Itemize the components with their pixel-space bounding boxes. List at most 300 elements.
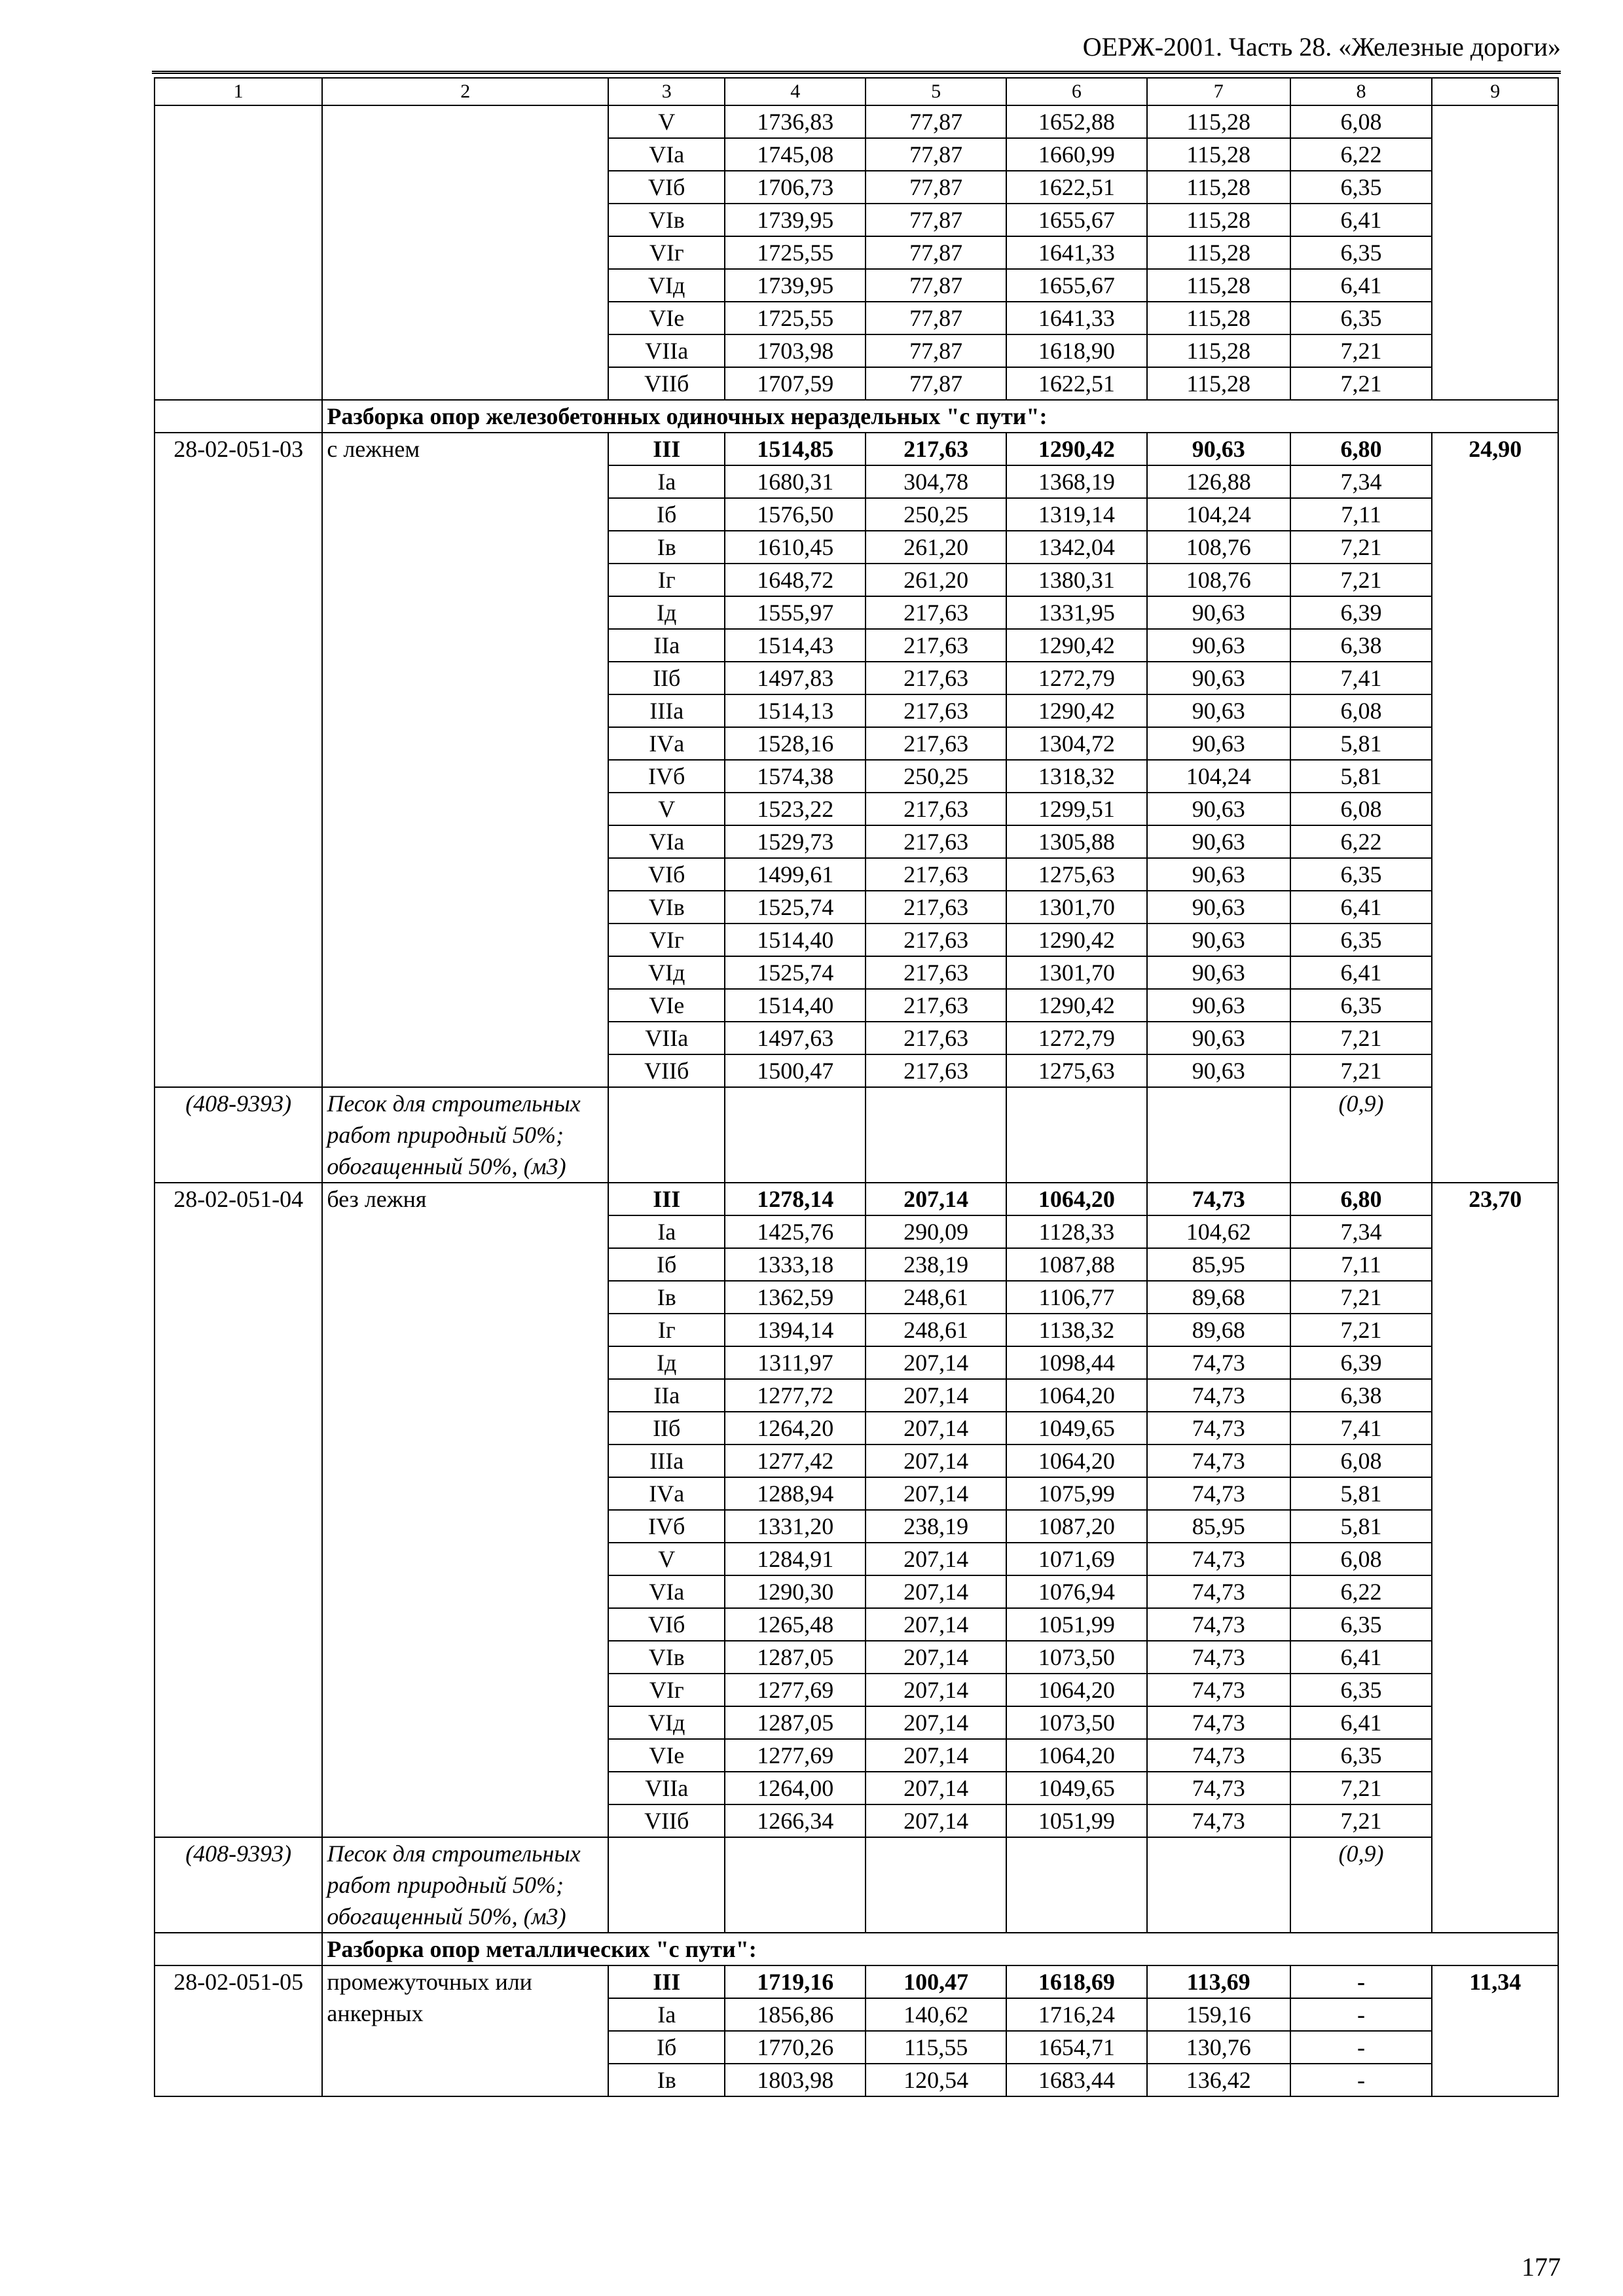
value-cell: 217,63	[866, 1054, 1006, 1087]
value-cell: 74,73	[1147, 1575, 1290, 1608]
value-cell: 5,81	[1290, 727, 1432, 760]
value-cell: 6,35	[1290, 302, 1432, 334]
value-cell: 217,63	[866, 1022, 1006, 1054]
value-cell: 1301,70	[1006, 956, 1147, 989]
value-cell: 1064,20	[1006, 1379, 1147, 1412]
column-number: 1	[155, 78, 322, 105]
value-cell: 1394,14	[725, 1314, 866, 1346]
value-cell: 115,28	[1147, 302, 1290, 334]
value-cell: 6,41	[1290, 956, 1432, 989]
zone-label: V	[608, 105, 725, 138]
value-cell: 7,21	[1290, 1054, 1432, 1087]
value-cell: 1266,34	[725, 1804, 866, 1837]
value-cell: 5,81	[1290, 1477, 1432, 1510]
value-cell: 74,73	[1147, 1772, 1290, 1804]
value-cell: 1071,69	[1006, 1543, 1147, 1575]
value-cell: 104,24	[1147, 498, 1290, 531]
value-cell: 6,41	[1290, 891, 1432, 924]
value-cell: 74,73	[1147, 1706, 1290, 1739]
value-cell: 217,63	[866, 825, 1006, 858]
value-cell: 217,63	[866, 662, 1006, 694]
value-cell: 1555,97	[725, 596, 866, 629]
value-cell: 1318,32	[1006, 760, 1147, 793]
material-row	[155, 1837, 1558, 1933]
value-cell: 1652,88	[1006, 105, 1147, 138]
column-9-value: 11,34	[1432, 1965, 1558, 2096]
value-cell: 1529,73	[725, 825, 866, 858]
column-number: 8	[1290, 78, 1432, 105]
table-row	[155, 433, 1558, 465]
value-cell: 1706,73	[725, 171, 866, 204]
value-cell: 90,63	[1147, 433, 1290, 465]
value-cell: 5,81	[1290, 760, 1432, 793]
zone-label: VIг	[608, 236, 725, 269]
page-number: 177	[1522, 2252, 1561, 2282]
value-cell: 207,14	[866, 1739, 1006, 1772]
value-cell: 238,19	[866, 1248, 1006, 1281]
value-cell: 7,21	[1290, 531, 1432, 564]
value-cell: 7,21	[1290, 1804, 1432, 1837]
value-cell: 304,78	[866, 465, 1006, 498]
value-cell: 6,35	[1290, 858, 1432, 891]
value-cell: 1803,98	[725, 2064, 866, 2096]
value-cell: 77,87	[866, 204, 1006, 236]
value-cell: 85,95	[1147, 1510, 1290, 1543]
value-cell: 6,08	[1290, 1444, 1432, 1477]
value-cell: 85,95	[1147, 1248, 1290, 1281]
value-cell: 1655,67	[1006, 269, 1147, 302]
value-cell: 1098,44	[1006, 1346, 1147, 1379]
value-cell: 108,76	[1147, 531, 1290, 564]
value-cell: 115,28	[1147, 138, 1290, 171]
value-cell: 113,69	[1147, 1965, 1290, 1998]
material-code: (408-9393)	[155, 1837, 322, 1933]
zone-label: VIб	[608, 858, 725, 891]
zone-label: III	[608, 1183, 725, 1215]
empty-cell	[866, 1837, 1006, 1933]
value-cell: 238,19	[866, 1510, 1006, 1543]
value-cell: 6,80	[1290, 433, 1432, 465]
value-cell: 6,35	[1290, 1608, 1432, 1641]
zone-label: VIе	[608, 989, 725, 1022]
value-cell: 1290,42	[1006, 924, 1147, 956]
value-cell: 77,87	[866, 302, 1006, 334]
value-cell: 136,42	[1147, 2064, 1290, 2096]
value-cell: 250,25	[866, 760, 1006, 793]
value-cell: 90,63	[1147, 924, 1290, 956]
value-cell: 77,87	[866, 236, 1006, 269]
rate-code: 28-02-051-03	[155, 433, 322, 1087]
value-cell: 1514,40	[725, 924, 866, 956]
empty-cell	[608, 1837, 725, 1933]
zone-label: VIIб	[608, 1054, 725, 1087]
value-cell: 1333,18	[725, 1248, 866, 1281]
zone-label: VIIа	[608, 334, 725, 367]
value-cell: 74,73	[1147, 1543, 1290, 1575]
zone-label: VIд	[608, 269, 725, 302]
zone-label: VIв	[608, 1641, 725, 1674]
page-header-title: ОЕРЖ-2001. Часть 28. «Железные дороги»	[1082, 32, 1561, 62]
value-cell: 6,08	[1290, 694, 1432, 727]
zone-label: IIа	[608, 1379, 725, 1412]
value-cell: 1290,30	[725, 1575, 866, 1608]
zone-label: Iв	[608, 2064, 725, 2096]
column-number-row	[155, 78, 1558, 105]
value-cell: 6,41	[1290, 1706, 1432, 1739]
value-cell: 115,28	[1147, 105, 1290, 138]
material-name: Песок для строительных работ природный 50%; обогащенный 50%, (м3)	[322, 1837, 608, 1933]
value-cell: 1277,72	[725, 1379, 866, 1412]
zone-label: Iа	[608, 1998, 725, 2031]
value-cell: 90,63	[1147, 1054, 1290, 1087]
zone-label: VIд	[608, 956, 725, 989]
value-cell: 1287,05	[725, 1706, 866, 1739]
value-cell: 290,09	[866, 1215, 1006, 1248]
value-cell: 1500,47	[725, 1054, 866, 1087]
value-cell: 1075,99	[1006, 1477, 1147, 1510]
value-cell: 90,63	[1147, 662, 1290, 694]
value-cell: 217,63	[866, 727, 1006, 760]
value-cell: 108,76	[1147, 564, 1290, 596]
value-cell: 7,21	[1290, 1281, 1432, 1314]
value-cell: 1288,94	[725, 1477, 866, 1510]
value-cell: 1716,24	[1006, 1998, 1147, 2031]
value-cell: 1648,72	[725, 564, 866, 596]
value-cell: 74,73	[1147, 1641, 1290, 1674]
value-cell: 6,22	[1290, 825, 1432, 858]
value-cell: 6,08	[1290, 105, 1432, 138]
section-spacer	[155, 1933, 322, 1965]
zone-label: VIв	[608, 891, 725, 924]
value-cell: 74,73	[1147, 1412, 1290, 1444]
empty-cell	[1147, 1837, 1290, 1933]
value-cell: 7,21	[1290, 334, 1432, 367]
value-cell: 1528,16	[725, 727, 866, 760]
material-code: (408-9393)	[155, 1087, 322, 1183]
value-cell: 1525,74	[725, 956, 866, 989]
zone-label: Iд	[608, 596, 725, 629]
value-cell: 1610,45	[725, 531, 866, 564]
value-cell: 115,28	[1147, 269, 1290, 302]
value-cell: 6,39	[1290, 596, 1432, 629]
value-cell: 77,87	[866, 269, 1006, 302]
value-cell: 1311,97	[725, 1346, 866, 1379]
value-cell: 74,73	[1147, 1674, 1290, 1706]
value-cell: 1576,50	[725, 498, 866, 531]
value-cell: 74,73	[1147, 1804, 1290, 1837]
value-cell: 1299,51	[1006, 793, 1147, 825]
value-cell: 1064,20	[1006, 1739, 1147, 1772]
rate-name: с лежнем	[322, 433, 608, 1087]
value-cell: 5,81	[1290, 1510, 1432, 1543]
empty-cell	[725, 1087, 866, 1183]
value-cell: 90,63	[1147, 793, 1290, 825]
value-cell: 1622,51	[1006, 367, 1147, 400]
value-cell: 115,28	[1147, 204, 1290, 236]
value-cell: 1574,38	[725, 760, 866, 793]
value-cell: 217,63	[866, 924, 1006, 956]
column-number: 3	[608, 78, 725, 105]
value-cell: 1641,33	[1006, 236, 1147, 269]
value-cell: 248,61	[866, 1281, 1006, 1314]
table-row	[155, 1965, 1558, 1998]
empty-cell	[1006, 1837, 1147, 1933]
value-cell: 217,63	[866, 891, 1006, 924]
zone-label: VIIб	[608, 1804, 725, 1837]
value-cell: 1076,94	[1006, 1575, 1147, 1608]
value-cell: 1073,50	[1006, 1706, 1147, 1739]
zone-label: Iб	[608, 1248, 725, 1281]
zone-label: VIIа	[608, 1772, 725, 1804]
value-cell: 115,28	[1147, 334, 1290, 367]
value-cell: 6,22	[1290, 138, 1432, 171]
value-cell: 7,21	[1290, 564, 1432, 596]
value-cell: 90,63	[1147, 891, 1290, 924]
value-cell: 115,28	[1147, 236, 1290, 269]
value-cell: 207,14	[866, 1674, 1006, 1706]
empty-cell	[1006, 1087, 1147, 1183]
zone-label: Iд	[608, 1346, 725, 1379]
zone-label: VIа	[608, 138, 725, 171]
rate-name: промежуточных или анкерных	[322, 1965, 608, 2096]
column-number: 6	[1006, 78, 1147, 105]
column-number: 9	[1432, 78, 1558, 105]
zone-label: IIIа	[608, 694, 725, 727]
value-cell: 217,63	[866, 596, 1006, 629]
value-cell: 7,11	[1290, 498, 1432, 531]
value-cell: 1680,31	[725, 465, 866, 498]
zone-label: VIв	[608, 204, 725, 236]
section-title: Разборка опор металлических "с пути":	[322, 1933, 1558, 1965]
value-cell: 1277,69	[725, 1739, 866, 1772]
value-cell: 90,63	[1147, 858, 1290, 891]
value-cell: 1618,69	[1006, 1965, 1147, 1998]
value-cell: 1064,20	[1006, 1444, 1147, 1477]
value-cell: 7,21	[1290, 1772, 1432, 1804]
value-cell: 74,73	[1147, 1739, 1290, 1772]
zone-label: Iа	[608, 1215, 725, 1248]
zone-label: IIб	[608, 662, 725, 694]
value-cell: 1275,63	[1006, 858, 1147, 891]
zone-label: Iб	[608, 2031, 725, 2064]
value-cell: 1739,95	[725, 204, 866, 236]
value-cell: 207,14	[866, 1772, 1006, 1804]
value-cell: 1064,20	[1006, 1674, 1147, 1706]
zone-label: Iб	[608, 498, 725, 531]
column-9-value: 23,70	[1432, 1183, 1558, 1933]
value-cell: 1301,70	[1006, 891, 1147, 924]
empty-cell	[725, 1837, 866, 1933]
column-number: 2	[322, 78, 608, 105]
zone-label: Iв	[608, 1281, 725, 1314]
value-cell: 90,63	[1147, 629, 1290, 662]
continued-name-cell	[322, 105, 608, 400]
value-cell: 6,41	[1290, 1641, 1432, 1674]
continued-code-cell	[155, 105, 322, 400]
zone-label: VIа	[608, 825, 725, 858]
value-cell: 1655,67	[1006, 204, 1147, 236]
price-table	[154, 77, 1559, 2097]
value-cell: 1272,79	[1006, 1022, 1147, 1054]
value-cell: 1277,69	[725, 1674, 866, 1706]
value-cell: 1497,83	[725, 662, 866, 694]
value-cell: 1064,20	[1006, 1183, 1147, 1215]
zone-label: VIIб	[608, 367, 725, 400]
value-cell: 1736,83	[725, 105, 866, 138]
zone-label: Iг	[608, 1314, 725, 1346]
value-cell: 74,73	[1147, 1183, 1290, 1215]
value-cell: 7,11	[1290, 1248, 1432, 1281]
column-9-value: 24,90	[1432, 433, 1558, 1183]
value-cell: 1049,65	[1006, 1412, 1147, 1444]
value-cell: 1073,50	[1006, 1641, 1147, 1674]
value-cell: 89,68	[1147, 1314, 1290, 1346]
value-cell: 217,63	[866, 694, 1006, 727]
column-number: 7	[1147, 78, 1290, 105]
value-cell: 1641,33	[1006, 302, 1147, 334]
zone-label: IIа	[608, 629, 725, 662]
value-cell: 1368,19	[1006, 465, 1147, 498]
column-number: 5	[866, 78, 1006, 105]
value-cell: 6,35	[1290, 1674, 1432, 1706]
value-cell: 248,61	[866, 1314, 1006, 1346]
zone-label: IVа	[608, 727, 725, 760]
value-cell: 1290,42	[1006, 989, 1147, 1022]
value-cell: 1725,55	[725, 302, 866, 334]
zone-label: IVб	[608, 1510, 725, 1543]
value-cell: 6,35	[1290, 924, 1432, 956]
value-cell: 120,54	[866, 2064, 1006, 2096]
value-cell: 217,63	[866, 433, 1006, 465]
value-cell: 159,16	[1147, 1998, 1290, 2031]
zone-label: IIб	[608, 1412, 725, 1444]
zone-label: VIе	[608, 302, 725, 334]
value-cell: 1499,61	[725, 858, 866, 891]
value-cell: 90,63	[1147, 825, 1290, 858]
value-cell: 74,73	[1147, 1346, 1290, 1379]
value-cell: 1138,32	[1006, 1314, 1147, 1346]
value-cell: 6,35	[1290, 236, 1432, 269]
zone-label: VIа	[608, 1575, 725, 1608]
section-header-row	[155, 1933, 1558, 1965]
value-cell: 100,47	[866, 1965, 1006, 1998]
material-row	[155, 1087, 1558, 1183]
value-cell: 6,41	[1290, 269, 1432, 302]
value-cell: 1523,22	[725, 793, 866, 825]
value-cell: 1622,51	[1006, 171, 1147, 204]
value-cell: 140,62	[866, 1998, 1006, 2031]
value-cell: 1128,33	[1006, 1215, 1147, 1248]
value-cell: 6,38	[1290, 1379, 1432, 1412]
value-cell: 1856,86	[725, 1998, 866, 2031]
empty-cell	[866, 1087, 1006, 1183]
zone-label: VIб	[608, 171, 725, 204]
value-cell: 74,73	[1147, 1477, 1290, 1510]
value-cell: 115,28	[1147, 367, 1290, 400]
value-cell: 1497,63	[725, 1022, 866, 1054]
zone-label: IIIа	[608, 1444, 725, 1477]
header-rule	[152, 71, 1561, 74]
value-cell: 6,35	[1290, 989, 1432, 1022]
value-cell: 77,87	[866, 367, 1006, 400]
section-title: Разборка опор железобетонных одиночных нераздельных "с пути":	[322, 400, 1558, 433]
value-cell: 90,63	[1147, 727, 1290, 760]
value-cell: 74,73	[1147, 1379, 1290, 1412]
zone-label: VIе	[608, 1739, 725, 1772]
value-cell: 1618,90	[1006, 334, 1147, 367]
value-cell: 217,63	[866, 989, 1006, 1022]
value-cell: 7,41	[1290, 662, 1432, 694]
material-name: Песок для строительных работ природный 50%; обогащенный 50%, (м3)	[322, 1087, 608, 1183]
value-cell: 1305,88	[1006, 825, 1147, 858]
value-cell: 1275,63	[1006, 1054, 1147, 1087]
value-cell: -	[1290, 2064, 1432, 2096]
value-cell: 1425,76	[725, 1215, 866, 1248]
value-cell: 115,28	[1147, 171, 1290, 204]
value-cell: 1277,42	[725, 1444, 866, 1477]
value-cell: 1087,88	[1006, 1248, 1147, 1281]
value-cell: 1719,16	[725, 1965, 866, 1998]
value-cell: 207,14	[866, 1346, 1006, 1379]
value-cell: 207,14	[866, 1575, 1006, 1608]
value-cell: 77,87	[866, 171, 1006, 204]
value-cell: 90,63	[1147, 1022, 1290, 1054]
value-cell: 217,63	[866, 858, 1006, 891]
value-cell: 1264,20	[725, 1412, 866, 1444]
value-cell: 7,34	[1290, 1215, 1432, 1248]
value-cell: 6,35	[1290, 171, 1432, 204]
value-cell: 1654,71	[1006, 2031, 1147, 2064]
value-cell: 207,14	[866, 1379, 1006, 1412]
rate-code: 28-02-051-05	[155, 1965, 322, 2096]
value-cell: 1049,65	[1006, 1772, 1147, 1804]
value-cell: -	[1290, 1965, 1432, 1998]
value-cell: 6,38	[1290, 629, 1432, 662]
material-quantity: (0,9)	[1290, 1087, 1432, 1183]
value-cell: 6,39	[1290, 1346, 1432, 1379]
value-cell: 104,24	[1147, 760, 1290, 793]
value-cell: 1051,99	[1006, 1804, 1147, 1837]
value-cell: 207,14	[866, 1477, 1006, 1510]
value-cell: 126,88	[1147, 465, 1290, 498]
value-cell: 6,80	[1290, 1183, 1432, 1215]
value-cell: 1287,05	[725, 1641, 866, 1674]
value-cell: 207,14	[866, 1608, 1006, 1641]
value-cell: 130,76	[1147, 2031, 1290, 2064]
value-cell: 217,63	[866, 629, 1006, 662]
section-header-row	[155, 400, 1558, 433]
value-cell: 115,55	[866, 2031, 1006, 2064]
value-cell: 207,14	[866, 1183, 1006, 1215]
value-cell: 90,63	[1147, 956, 1290, 989]
value-cell: 1514,40	[725, 989, 866, 1022]
value-cell: 1290,42	[1006, 629, 1147, 662]
value-cell: 6,08	[1290, 1543, 1432, 1575]
value-cell: 6,35	[1290, 1739, 1432, 1772]
value-cell: 90,63	[1147, 694, 1290, 727]
value-cell: 90,63	[1147, 989, 1290, 1022]
value-cell: 74,73	[1147, 1444, 1290, 1477]
value-cell: 1362,59	[725, 1281, 866, 1314]
empty-cell	[1147, 1087, 1290, 1183]
value-cell: 6,41	[1290, 204, 1432, 236]
value-cell: 1380,31	[1006, 564, 1147, 596]
zone-label: IVа	[608, 1477, 725, 1510]
value-cell: 6,22	[1290, 1575, 1432, 1608]
value-cell: 1265,48	[725, 1608, 866, 1641]
column-number: 4	[725, 78, 866, 105]
zone-label: Iа	[608, 465, 725, 498]
